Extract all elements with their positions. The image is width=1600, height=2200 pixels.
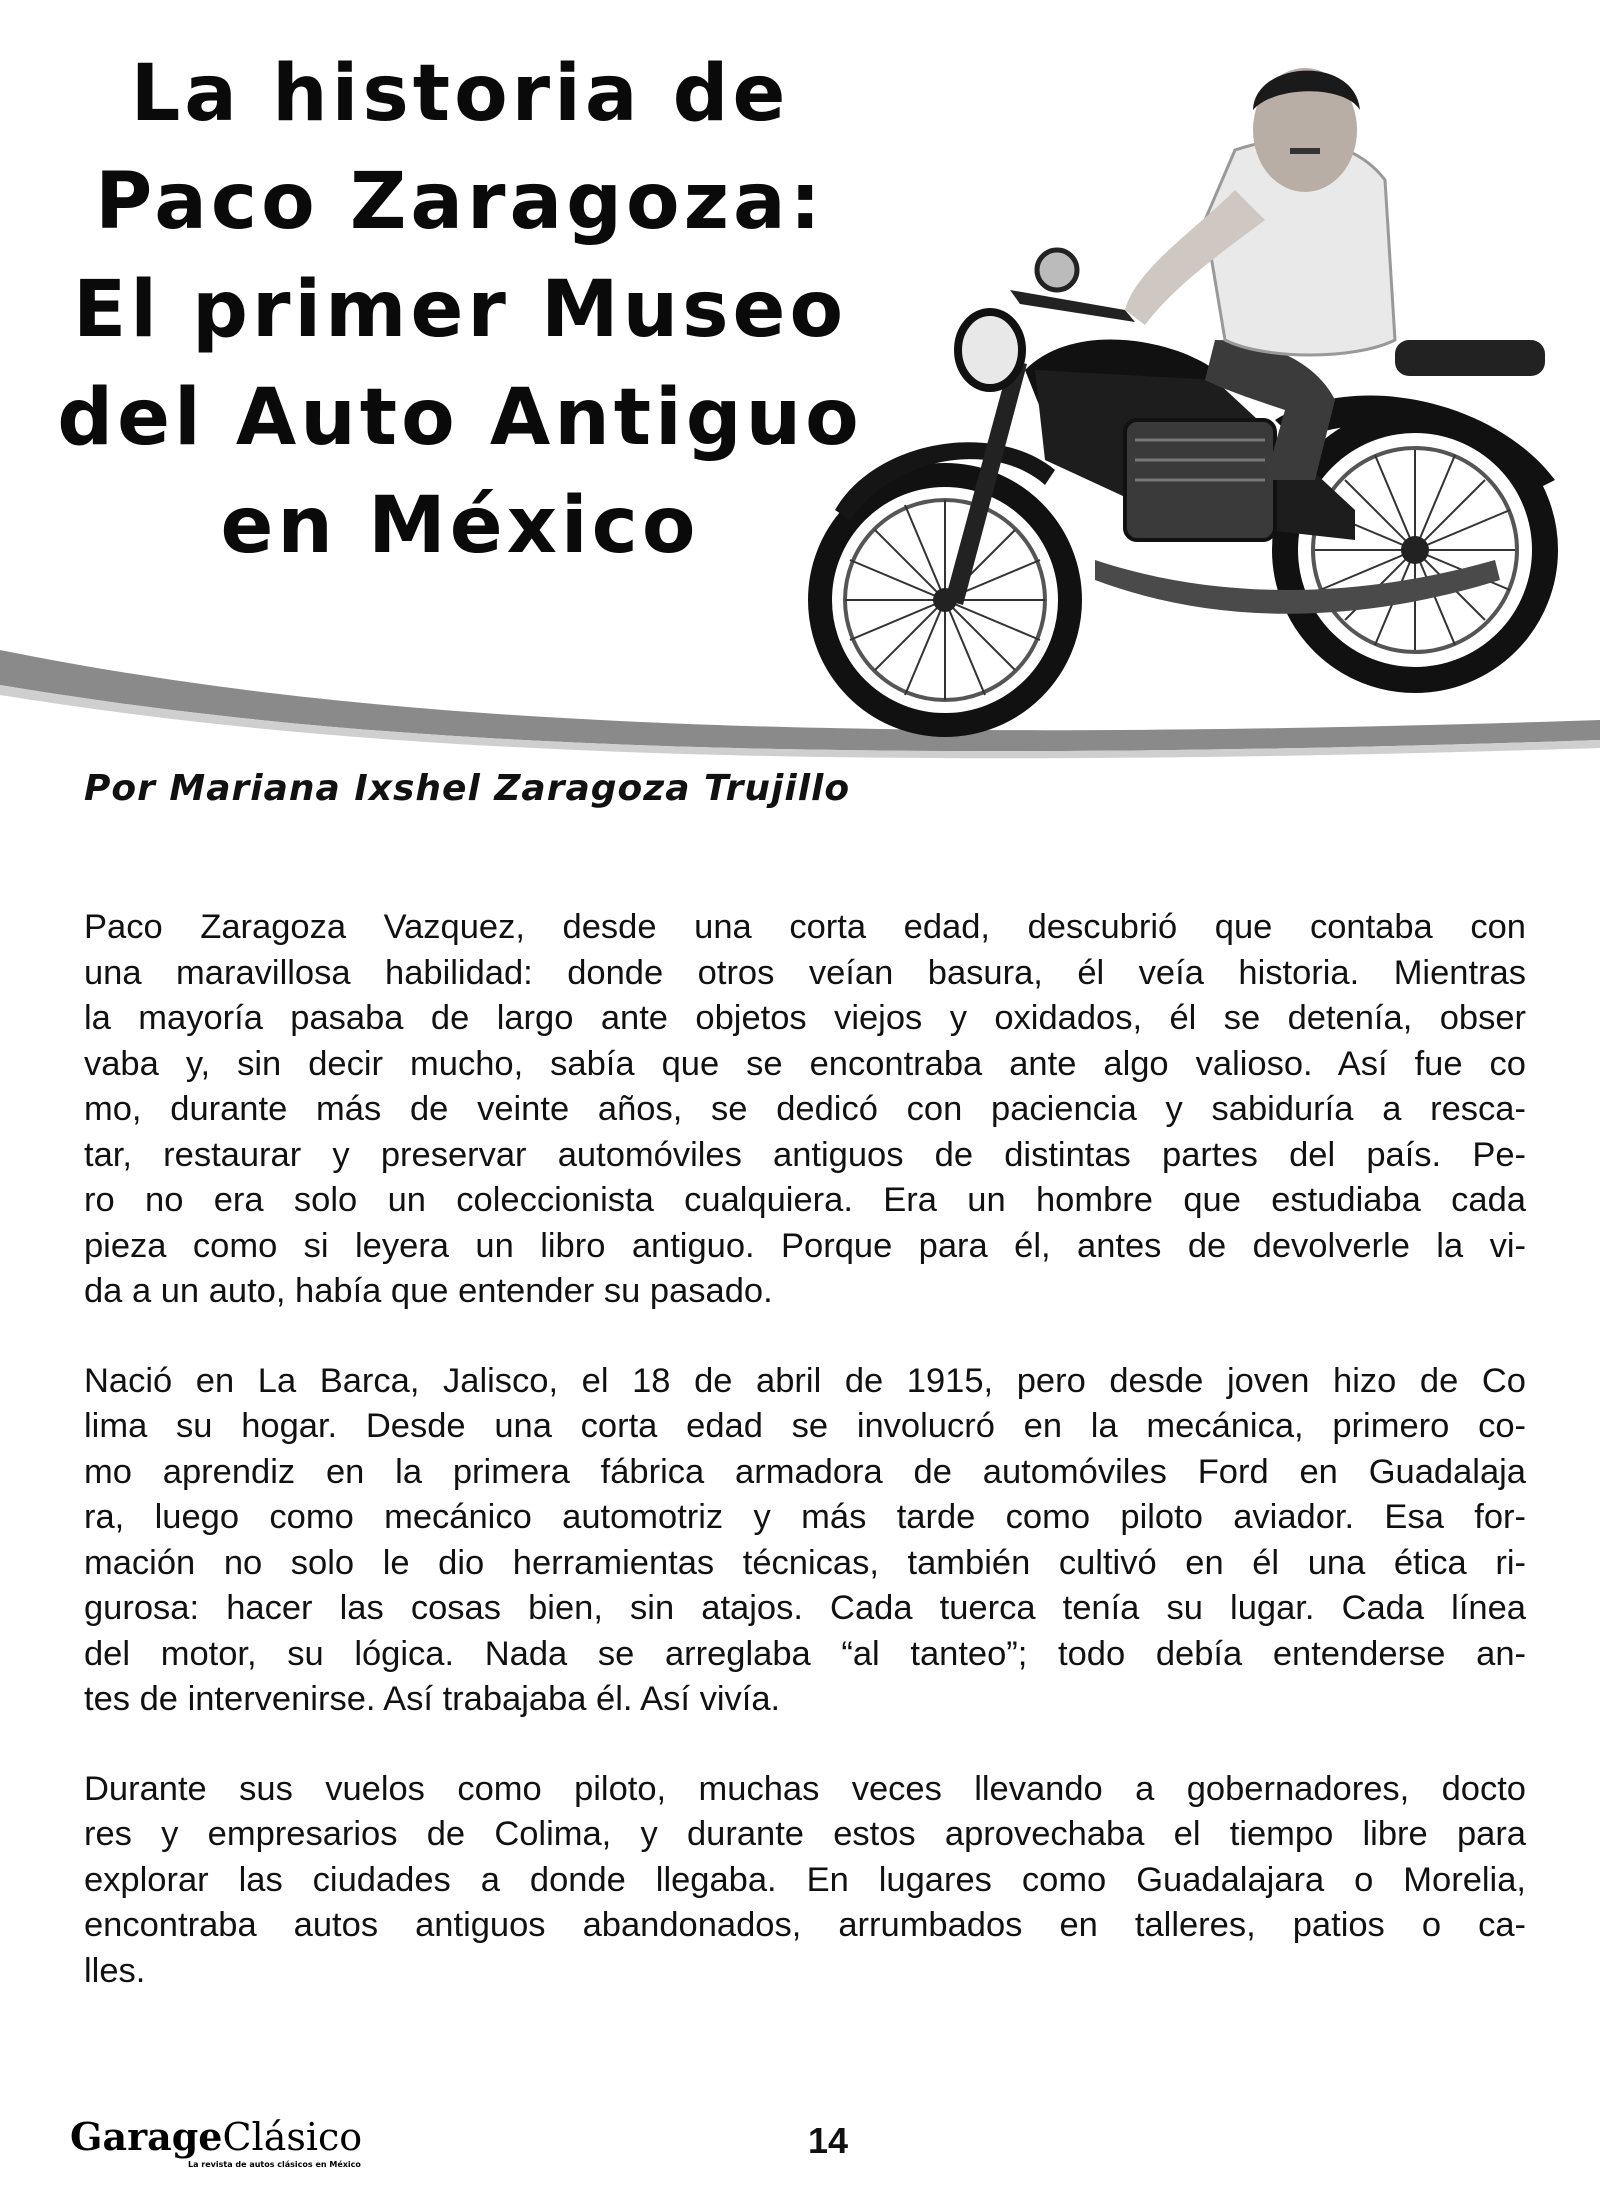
text-line: ro no era solo un coleccionista cualquiera. Era un hombre que estudiaba cada — [84, 1181, 1526, 1219]
title-line: en México — [220, 481, 700, 571]
text-line: tar, restaurar y preservar automóviles antiguos de distintas partes del país. Pe- — [84, 1135, 1526, 1174]
title-line: del Auto Antiguo — [57, 373, 863, 463]
text-line: mo, durante más de veinte años, se dedicó con paciencia y sabiduría a resca- — [84, 1090, 1526, 1128]
logo-tagline: La revista de autos clásicos en México — [188, 2160, 361, 2169]
text-line: una maravillosa habilidad: donde otros veían basura, él veía historia. Mientras — [84, 953, 1526, 992]
article-body — [84, 905, 1526, 2038]
text-line: pieza como si leyera un libro antiguo. Porque para él, antes de devolverle la vi- — [84, 1226, 1526, 1265]
logo-part-clasico: Clásico — [222, 2115, 363, 2159]
text-line: da a un auto, había que entender su pasado. — [84, 1272, 773, 1310]
text-line: tes de intervenirse. Así trabajaba él. Así vivía. — [84, 1680, 781, 1718]
text-line: la mayoría pasaba de largo ante objetos viejos y oxidados, él se detenía, obser — [84, 999, 1526, 1037]
text-line: del motor, su lógica. Nada se arreglaba “al tanteo”; todo debía entenderse an- — [84, 1634, 1526, 1673]
text-line: vaba y, sin decir mucho, sabía que se encontraba ante algo valioso. Así fue co — [84, 1044, 1526, 1083]
text-line: Durante sus vuelos como piloto, muchas veces llevando a gobernadores, docto — [84, 1769, 1526, 1808]
text-line: gurosa: hacer las cosas bien, sin atajos. Cada tuerca tenía su lugar. Cada línea — [84, 1589, 1526, 1627]
text-line: Paco Zaragoza Vazquez, desde una corta edad, descubrió que contaba con — [84, 908, 1526, 946]
title-line: Paco Zaragoza: — [95, 157, 825, 247]
title-line: El primer Museo — [72, 265, 848, 355]
article-title — [20, 40, 900, 580]
text-line: encontraba autos antiguos abandonados, arrumbados en talleres, patios o ca- — [84, 1906, 1526, 1944]
motorcycle-photo — [795, 40, 1600, 760]
text-line: mación no solo le dio herramientas técnicas, también cultivó en él una ética ri- — [84, 1543, 1526, 1582]
text-line: ra, luego como mecánico automotriz y más tarde como piloto aviador. Esa for- — [84, 1498, 1526, 1536]
garage-clasico-logo — [70, 2114, 363, 2159]
paragraph-3 — [84, 1767, 1526, 1995]
byline: Por Mariana Ixshel Zaragoza Trujillo — [84, 768, 851, 809]
text-line: explorar las ciudades a donde llegaba. En lugares como Guadalajara o Morelia, — [84, 1860, 1526, 1899]
text-line: mo aprendiz en la primera fábrica armadora de automóviles Ford en Guadalaja — [84, 1452, 1526, 1491]
page-number: 14 — [808, 2120, 849, 2161]
text-line: lima su hogar. Desde una corta edad se involucró en la mecánica, primero co- — [84, 1407, 1526, 1445]
paragraph-1 — [84, 905, 1526, 1315]
text-line: lles. — [84, 1951, 146, 1990]
motorcycle-illustration — [820, 250, 1555, 725]
title-line: La historia de — [130, 49, 790, 139]
paragraph-2 — [84, 1359, 1526, 1723]
text-line: Nació en La Barca, Jalisco, el 18 de abril de 1915, pero desde joven hizo de Co — [84, 1361, 1526, 1400]
text-line: res y empresarios de Colima, y durante estos aprovechaba el tiempo libre para — [84, 1815, 1526, 1853]
logo-part-garage: Garage — [70, 2114, 223, 2159]
